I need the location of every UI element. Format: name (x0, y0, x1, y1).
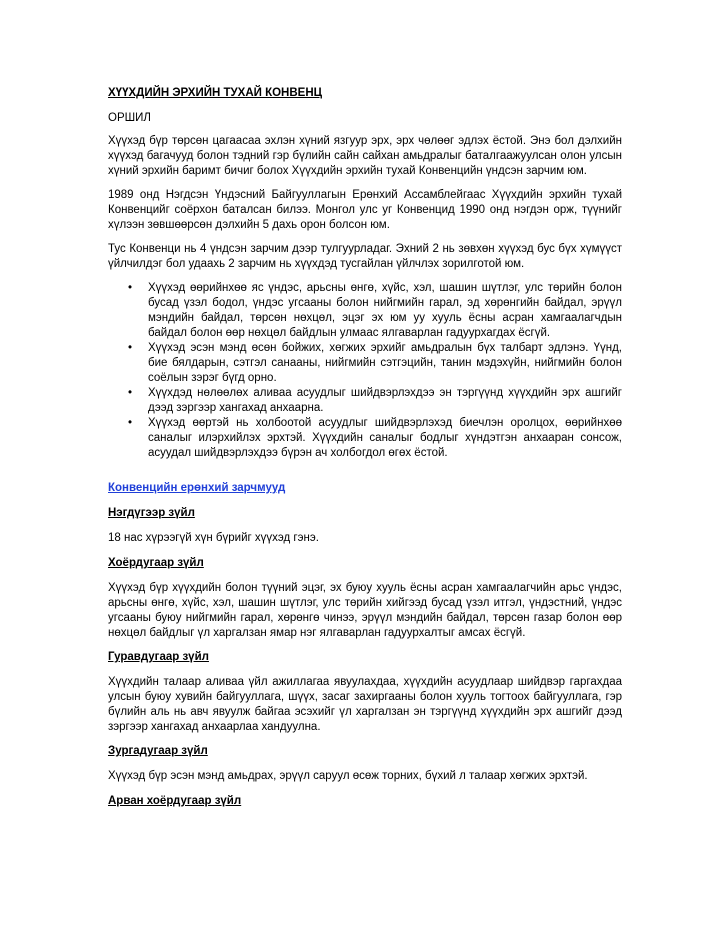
section-heading: Конвенцийн ерөнхий зарчмууд (108, 482, 286, 494)
list-item-text: Хүүхэд эсэн мэнд өсөн бойжих, хөгжих эрхийг амьдралын бүх талбарт эдлэнэ. Үүнд, бие бялдарын, сэтгэл санааны, нийгмийн сэтгэцийн, танин мэдэхүйн, нийгмийн болон соёлын зэрэг бүгд орно. (148, 342, 622, 384)
article-heading: Зургадугаар зүйл (108, 745, 208, 757)
article-heading: Хоёрдугаар зүйл (108, 557, 204, 569)
list-item (108, 341, 622, 386)
bullet-icon: • (128, 342, 133, 354)
principles-list (108, 281, 622, 461)
article-heading: Гуравдугаар зүйл (108, 651, 209, 663)
article-text: Хүүхэд бүр эсэн мэнд амьдрах, эрүүл саруул өсөж торних, бүхий л талаар хөгжих эрхтэй. (108, 770, 588, 782)
intro-paragraph: 1989 онд Нэгдсэн Үндэсний Байгууллагын Ерөнхий Ассамблейгаас Хүүхдийн эрхийн тухай Конвенцийг соёрхон баталсан билээ. Монгол улс уг Конвенцид 1990 онд нэгдэн орж, түүнийг хүлээн зөвшөөрсөн дэлхийн 5 дахь орон болсон юм. (108, 189, 622, 231)
list-item-text: Хүүхэд өөрийнхөө яс үндэс, арьсны өнгө, хүйс, хэл, шашин шүтлэг, улс төрийн болон бусад үзэл бодол, үндэс угсааны болон нийгмийн гарал, эд хөрөнгийн байдал, эрүүл мэндийн байдал, төрсөн нөхцөл, эцэг эх юм уу хууль ёсны асран хамгаалагчдын байдал болон өөр нөхцөл байдлын улмаас ялгаварлан гадуурхагдах ёсгүй. (148, 282, 622, 339)
document-page (108, 86, 622, 819)
article-text: Хүүхэд бүр хүүхдийн болон түүний эцэг, эх буюу хууль ёсны асран хамгаалагчийн арьс үндэс, арьсны өнгө, хүйс, хэл, шашин шүтлэг, улс төрийн хийгээд бусад үзэл итгэл, үндэстний, үндэс угсааны буюу нийгмийн гарал, хөрөнгө чинээ, эрүүл мэндийн байдал, төрсөн газар болон өөр нөхцөл байдлыг үл харгалзан ямар нэг ялгаварлан гадуурхалтыг амсах ёсгүй. (108, 582, 622, 639)
article-heading: Арван хоёрдугаар зүйл (108, 795, 242, 807)
preamble-heading: ОРШИЛ (108, 112, 151, 124)
list-item-text: Хүүхдэд нөлөөлөх аливаа асуудлыг шийдвэрлэхдээ эн тэргүүнд хүүхдийн эрх ашгийг дээд зэргээр хангахад анхаарна. (148, 387, 622, 414)
intro-paragraph: Тус Конвенци нь 4 үндсэн зарчим дээр тулгуурладаг. Эхний 2 нь зөвхөн хүүхэд бус бүх хүмүүст үйлчилдэг бол удаахь 2 зарчим нь хүүхдэд тусгайлан үйлчлэх зорилготой юм. (108, 243, 622, 270)
list-item-text: Хүүхэд өөртэй нь холбоотой асуудлыг шийдвэрлэхэд биечлэн оролцох, өөрийнхөө саналыг илэрхийлэх эрхтэй. Хүүхдийн саналыг бодлыг хүндэтгэн анхааран сонсож, асуудал шийдвэрлэхдээ бүрэн ач холбогдол өгөх ёстой. (148, 417, 622, 459)
bullet-icon: • (128, 282, 133, 294)
article-text: 18 нас хүрээгүй хүн бүрийг хүүхэд гэнэ. (108, 532, 319, 544)
bullet-icon: • (128, 417, 133, 429)
list-item (108, 416, 622, 461)
list-item (108, 281, 622, 341)
document-title: ХҮҮХДИЙН ЭРХИЙН ТУХАЙ КОНВЕНЦ (108, 87, 323, 99)
article-text: Хүүхдийн талаар аливаа үйл ажиллагаа явуулахдаа, хүүхдийн асуудлаар шийдвэр гаргахдаа улсын буюу хувийн байгууллага, шүүх, засаг захиргааны болон хууль тогтоох байгууллага, гэр бүлийн аль нь авч явуулж байгаа эсэхийг үл харгалзан эн тэргүүнд хүүхдийн эрх ашгийг дээд зэргээр хангахад анхаарлаа хандуулна. (108, 676, 622, 733)
list-item (108, 386, 622, 416)
bullet-icon: • (128, 387, 133, 399)
intro-paragraph: Хүүхэд бүр төрсөн цагаасаа эхлэн хүний язгуур эрх, эрх чөлөөг эдлэх ёстой. Энэ бол дэлхийн хүүхэд багачууд болон тэдний гэр бүлийн сайн сайхан амьдралыг баталгаажуулсан олон улсын хүний эрхийн баримт бичиг болох Хүүхдийн эрхийн тухай Конвенцийн үндсэн зарчим юм. (108, 135, 622, 177)
article-heading: Нэгдүгээр зүйл (108, 507, 195, 519)
